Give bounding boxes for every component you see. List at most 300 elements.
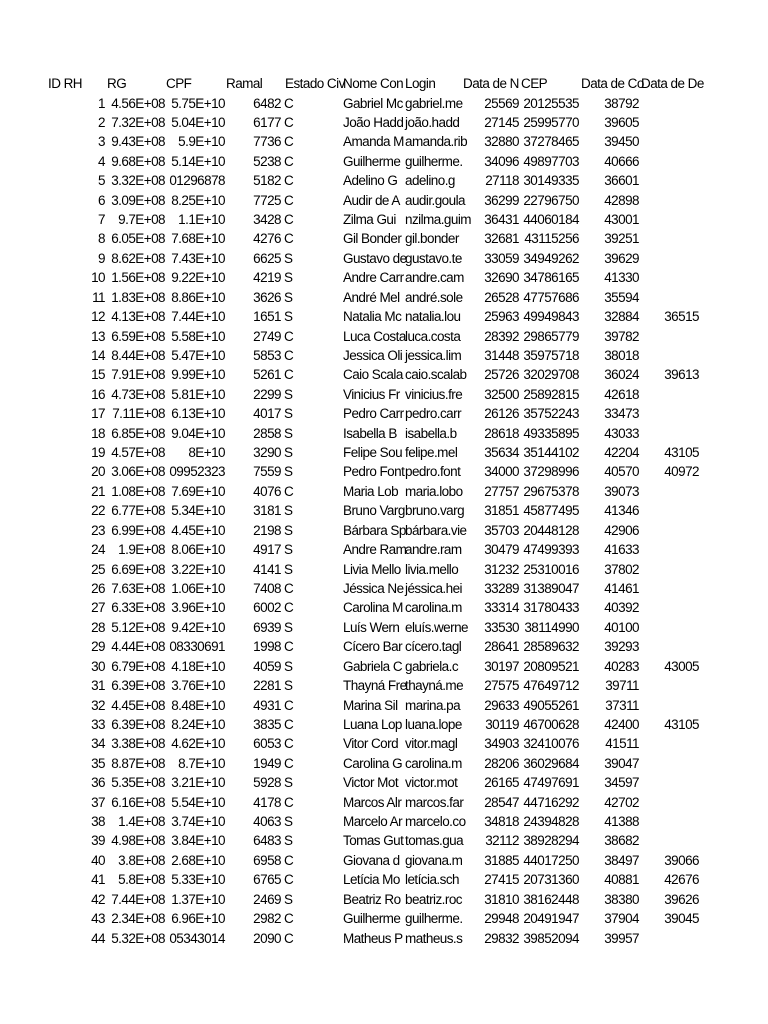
data-contr-cell: 37311 bbox=[605, 697, 639, 713]
cep-cell: 25995770 bbox=[523, 114, 579, 130]
ramal-cell: 2982 bbox=[253, 911, 281, 927]
data-nasc-cell: 27757 bbox=[484, 483, 519, 499]
cep-cell: 36029684 bbox=[523, 755, 579, 771]
login-cell: guilherme. bbox=[405, 911, 463, 927]
cep-cell: 32410076 bbox=[523, 736, 579, 752]
data-contr-cell: 39629 bbox=[604, 250, 639, 266]
rg-cell: 1.4E+08 bbox=[118, 814, 165, 830]
estado-civil-cell: S bbox=[284, 619, 293, 635]
ramal-cell: 4017 bbox=[253, 406, 281, 422]
rg-cell: 5.12E+08 bbox=[111, 619, 165, 635]
ramal-cell: 4219 bbox=[253, 270, 281, 286]
data-desl-cell bbox=[639, 697, 699, 715]
login-cell: guilherme. bbox=[405, 153, 463, 169]
rg-cell: 3.32E+08 bbox=[111, 173, 165, 189]
nome-cell: Victor Mot bbox=[343, 775, 399, 791]
rg-cell: 1.08E+08 bbox=[111, 483, 165, 499]
ramal-cell: 2858 bbox=[253, 425, 281, 441]
ramal-cell: 4276 bbox=[253, 231, 281, 247]
data-nasc-cell: 26165 bbox=[484, 775, 519, 791]
cpf-cell: 5.58E+10 bbox=[171, 328, 225, 344]
id-rh-cell: 11 bbox=[92, 289, 105, 305]
id-rh-cell: 8 bbox=[98, 231, 105, 247]
data-desl-cell bbox=[639, 250, 699, 268]
login-cell: gil.bonder bbox=[405, 231, 459, 247]
data-desl-cell bbox=[639, 755, 699, 773]
data-desl-cell bbox=[639, 153, 699, 171]
data-contr-cell: 39957 bbox=[604, 930, 639, 946]
cep-cell: 46700628 bbox=[523, 716, 579, 732]
ramal-cell: 6958 bbox=[253, 852, 281, 868]
login-cell: thayná.me bbox=[405, 678, 464, 694]
cpf-cell: 9.04E+10 bbox=[171, 425, 225, 441]
data-desl-cell bbox=[639, 774, 699, 792]
ramal-cell: 6483 bbox=[253, 833, 281, 849]
data-contr-cell: 40392 bbox=[604, 600, 639, 616]
login-cell: marina.pa bbox=[405, 697, 461, 713]
ramal-cell: 2299 bbox=[253, 386, 281, 402]
data-contr-cell: 32884 bbox=[604, 309, 639, 325]
data-desl-cell bbox=[639, 541, 699, 559]
data-nasc-cell: 32112 bbox=[485, 833, 519, 849]
data-nasc-cell: 35703 bbox=[484, 522, 519, 538]
data-nasc-cell: 27575 bbox=[484, 678, 519, 694]
data-desl-cell bbox=[639, 502, 699, 520]
id-rh-cell: 20 bbox=[91, 464, 105, 480]
ramal-cell: 4059 bbox=[253, 658, 281, 674]
header-cep: CEP bbox=[521, 76, 548, 91]
ramal-cell: 5182 bbox=[253, 173, 281, 189]
cep-cell: 38928294 bbox=[523, 833, 579, 849]
data-desl-cell bbox=[639, 735, 699, 753]
data-nasc-cell: 29832 bbox=[484, 930, 519, 946]
cpf-cell: 3.96E+10 bbox=[171, 600, 225, 616]
nome-cell: Letícia Mo bbox=[343, 872, 400, 888]
id-rh-cell: 14 bbox=[91, 347, 105, 363]
ramal-cell: 5238 bbox=[253, 153, 281, 169]
data-nasc-cell: 30119 bbox=[485, 716, 519, 732]
cep-cell: 34949262 bbox=[523, 250, 579, 266]
id-rh-cell: 40 bbox=[91, 852, 105, 868]
ramal-cell: 2090 bbox=[253, 930, 281, 946]
id-rh-cell: 12 bbox=[91, 309, 105, 325]
cep-cell: 38162448 bbox=[523, 891, 579, 907]
data-contr-cell: 41388 bbox=[604, 814, 639, 830]
login-cell: jéssica.hei bbox=[405, 581, 462, 596]
estado-civil-cell: C bbox=[284, 114, 294, 130]
data-desl-cell bbox=[639, 95, 699, 113]
data-contr-cell: 36024 bbox=[604, 367, 639, 383]
estado-civil-cell: S bbox=[284, 561, 293, 577]
id-rh-cell: 18 bbox=[91, 425, 105, 441]
estado-civil-cell: S bbox=[284, 814, 293, 830]
cep-cell: 44716292 bbox=[523, 794, 579, 810]
cpf-cell: 3.22E+10 bbox=[171, 561, 225, 577]
login-cell: nzilma.guim bbox=[405, 212, 471, 228]
cep-cell: 43115256 bbox=[524, 231, 579, 247]
ramal-cell: 6939 bbox=[253, 619, 281, 635]
id-rh-cell: 10 bbox=[91, 270, 105, 286]
login-cell: vinicius.fre bbox=[405, 386, 463, 402]
cep-cell: 28589632 bbox=[523, 639, 579, 655]
cpf-cell: 2.68E+10 bbox=[171, 852, 225, 868]
id-rh-cell: 17 bbox=[91, 406, 105, 422]
data-nasc-cell: 32880 bbox=[484, 134, 519, 150]
nome-cell: Carolina M bbox=[343, 600, 403, 616]
data-nasc-cell: 30479 bbox=[484, 542, 519, 558]
ramal-cell: 6053 bbox=[253, 736, 281, 752]
rg-cell: 4.13E+08 bbox=[111, 309, 165, 325]
cep-cell: 25892815 bbox=[523, 386, 579, 402]
nome-cell: Pedro Font bbox=[343, 464, 405, 480]
ramal-cell: 7725 bbox=[253, 192, 281, 208]
rg-cell: 6.39E+08 bbox=[111, 716, 165, 732]
data-contr-cell: 40283 bbox=[604, 658, 639, 674]
estado-civil-cell: S bbox=[284, 503, 293, 519]
id-rh-cell: 6 bbox=[98, 192, 105, 208]
header-ramal: Ramal bbox=[226, 76, 263, 91]
login-cell: luca.costa bbox=[405, 328, 461, 344]
estado-civil-cell: C bbox=[284, 755, 294, 771]
cpf-cell: 5.9E+10 bbox=[178, 134, 225, 150]
header-estado-civil: Estado Civ bbox=[285, 76, 345, 91]
estado-civil-cell: S bbox=[284, 270, 293, 286]
data-nasc-cell: 25963 bbox=[484, 309, 519, 325]
data-contr-cell: 42204 bbox=[604, 445, 639, 461]
data-desl-cell bbox=[639, 794, 699, 812]
data-contr-cell: 40881 bbox=[604, 872, 639, 888]
nome-cell: Marcelo Ar bbox=[343, 814, 403, 830]
nome-cell: Gabriela C bbox=[343, 658, 403, 674]
data-desl-cell bbox=[639, 133, 699, 151]
rg-cell: 8.87E+08 bbox=[111, 755, 165, 771]
cpf-cell: 4.18E+10 bbox=[171, 658, 225, 674]
data-desl-cell bbox=[639, 619, 699, 637]
nome-cell: João Hadd bbox=[343, 114, 404, 130]
data-desl-cell: 43105 bbox=[664, 445, 699, 461]
ramal-cell: 6177 bbox=[253, 114, 281, 130]
data-desl-cell: 43005 bbox=[664, 658, 699, 674]
estado-civil-cell: S bbox=[284, 445, 293, 461]
header-data-nascimento: Data de N bbox=[463, 76, 519, 91]
data-desl-cell bbox=[639, 483, 699, 501]
header-login: Login bbox=[405, 76, 436, 91]
id-rh-cell: 36 bbox=[91, 775, 105, 791]
estado-civil-cell: C bbox=[284, 367, 294, 383]
nome-cell: Jessica Oli bbox=[343, 347, 403, 363]
nome-cell: Adelino G bbox=[343, 173, 398, 189]
data-nasc-cell: 32681 bbox=[484, 231, 519, 247]
estado-civil-cell: S bbox=[284, 678, 293, 694]
data-contr-cell: 41633 bbox=[604, 542, 639, 558]
data-nasc-cell: 31232 bbox=[484, 561, 519, 577]
estado-civil-cell: C bbox=[284, 872, 294, 888]
nome-cell: Gustavo de bbox=[343, 250, 407, 266]
data-desl-cell bbox=[639, 832, 699, 850]
login-cell: livia.mello bbox=[405, 561, 459, 577]
data-contr-cell: 39605 bbox=[604, 114, 639, 130]
data-desl-cell: 39066 bbox=[664, 852, 699, 868]
cep-cell: 49335895 bbox=[523, 425, 579, 441]
ramal-cell: 5928 bbox=[253, 775, 281, 791]
id-rh-cell: 41 bbox=[91, 872, 105, 888]
data-contr-cell: 42702 bbox=[604, 794, 639, 810]
id-rh-cell: 34 bbox=[91, 736, 105, 752]
login-cell: andre.ram bbox=[405, 542, 462, 558]
data-desl-cell bbox=[639, 211, 699, 229]
rg-cell: 3.06E+08 bbox=[111, 464, 165, 480]
login-cell: andré.sole bbox=[405, 289, 463, 305]
rg-cell: 6.33E+08 bbox=[111, 600, 165, 616]
estado-civil-cell: S bbox=[284, 833, 293, 849]
data-contr-cell: 35594 bbox=[604, 289, 639, 305]
cpf-cell: 5.33E+10 bbox=[171, 872, 225, 888]
rg-cell: 9.43E+08 bbox=[111, 134, 165, 150]
data-contr-cell: 39047 bbox=[604, 755, 639, 771]
rg-cell: 4.44E+08 bbox=[111, 639, 165, 655]
login-cell: marcelo.co bbox=[405, 814, 466, 830]
nome-cell: Audir de A bbox=[343, 192, 400, 208]
cpf-cell: 4.45E+10 bbox=[171, 522, 225, 538]
cpf-cell: 8.48E+10 bbox=[171, 697, 225, 713]
rg-cell: 6.16E+08 bbox=[111, 794, 165, 810]
ramal-cell: 7736 bbox=[253, 134, 281, 150]
cpf-cell: 9.42E+10 bbox=[171, 619, 225, 635]
data-nasc-cell: 26528 bbox=[484, 289, 519, 305]
estado-civil-cell: C bbox=[284, 328, 294, 344]
rg-cell: 9.68E+08 bbox=[111, 153, 165, 169]
cpf-cell: 8E+10 bbox=[188, 445, 225, 461]
cep-cell: 39852094 bbox=[523, 930, 579, 946]
nome-cell: Guilherme bbox=[343, 911, 401, 927]
login-cell: carolina.m bbox=[405, 755, 462, 771]
login-cell: bruno.varg bbox=[405, 503, 465, 519]
nome-cell: Jéssica Ne bbox=[343, 581, 404, 596]
data-nasc-cell: 34818 bbox=[484, 814, 519, 830]
login-cell: bárbara.vie bbox=[405, 522, 467, 538]
cep-cell: 47499393 bbox=[523, 542, 579, 558]
ramal-cell: 4931 bbox=[253, 697, 281, 713]
estado-civil-cell: S bbox=[284, 658, 293, 674]
data-nasc-cell: 29948 bbox=[484, 911, 519, 927]
login-cell: caio.scalab bbox=[405, 367, 467, 383]
login-cell: joão.hadd bbox=[405, 114, 460, 130]
rg-cell: 1.9E+08 bbox=[118, 542, 165, 558]
data-contr-cell: 41330 bbox=[604, 270, 639, 286]
data-nasc-cell: 28206 bbox=[484, 755, 519, 771]
estado-civil-cell: C bbox=[284, 852, 294, 868]
estado-civil-cell: S bbox=[284, 891, 293, 907]
data-contr-cell: 42618 bbox=[604, 386, 639, 402]
cpf-cell: 5.47E+10 bbox=[171, 347, 225, 363]
data-contr-cell: 38792 bbox=[604, 95, 639, 111]
estado-civil-cell: C bbox=[284, 192, 294, 208]
rg-cell: 9.7E+08 bbox=[118, 212, 165, 228]
estado-civil-cell: S bbox=[284, 464, 293, 480]
data-nasc-cell: 34000 bbox=[484, 464, 519, 480]
cep-cell: 38114990 bbox=[524, 619, 579, 635]
ramal-cell: 4076 bbox=[253, 483, 281, 499]
ramal-cell: 2281 bbox=[253, 678, 281, 694]
rg-cell: 7.11E+08 bbox=[112, 406, 165, 422]
rg-cell: 5.32E+08 bbox=[111, 930, 165, 946]
ramal-cell: 5261 bbox=[253, 367, 281, 383]
cep-cell: 47757686 bbox=[523, 289, 579, 305]
nome-cell: Luca Costa bbox=[343, 328, 406, 344]
cep-cell: 49897703 bbox=[523, 153, 579, 169]
ramal-cell: 6002 bbox=[253, 600, 281, 616]
rg-cell: 3.38E+08 bbox=[111, 736, 165, 752]
rg-cell: 6.39E+08 bbox=[111, 678, 165, 694]
id-rh-cell: 24 bbox=[91, 542, 105, 558]
nome-cell: Cícero Bar bbox=[343, 639, 403, 655]
data-desl-cell bbox=[639, 289, 699, 307]
id-rh-cell: 43 bbox=[91, 911, 105, 927]
cpf-cell: 7.68E+10 bbox=[171, 231, 225, 247]
header-data-contratacao: Data de Co bbox=[581, 76, 644, 91]
ramal-cell: 6625 bbox=[253, 250, 281, 266]
data-contr-cell: 40570 bbox=[604, 464, 639, 480]
data-nasc-cell: 25726 bbox=[484, 367, 519, 383]
cpf-cell: 3.76E+10 bbox=[171, 678, 225, 694]
data-nasc-cell: 31448 bbox=[484, 347, 519, 363]
data-contr-cell: 42898 bbox=[604, 192, 639, 208]
ramal-cell: 3626 bbox=[253, 289, 281, 305]
nome-cell: Andre Ram bbox=[343, 542, 407, 558]
ramal-cell: 1949 bbox=[253, 755, 281, 771]
cpf-cell: 7.69E+10 bbox=[171, 483, 225, 499]
cep-cell: 35144102 bbox=[523, 445, 579, 461]
nome-cell: Gabriel Mc bbox=[343, 95, 403, 111]
data-desl-cell: 42676 bbox=[664, 872, 699, 888]
id-rh-cell: 31 bbox=[91, 678, 105, 694]
data-desl-cell: 36515 bbox=[664, 309, 699, 325]
data-nasc-cell: 32500 bbox=[484, 386, 519, 402]
cep-cell: 30149335 bbox=[523, 173, 579, 189]
data-nasc-cell: 28641 bbox=[484, 639, 519, 655]
cep-cell: 25310016 bbox=[523, 561, 579, 577]
cep-cell: 47497691 bbox=[523, 775, 579, 791]
cep-cell: 29865779 bbox=[523, 328, 579, 344]
estado-civil-cell: C bbox=[284, 483, 294, 499]
nome-cell: Guilherme bbox=[343, 153, 401, 169]
rg-cell: 8.62E+08 bbox=[111, 250, 165, 266]
data-desl-cell: 39045 bbox=[664, 911, 699, 927]
estado-civil-cell: C bbox=[284, 231, 294, 247]
data-contr-cell: 39251 bbox=[604, 231, 639, 247]
cep-cell: 35975718 bbox=[523, 347, 579, 363]
id-rh-cell: 13 bbox=[91, 328, 105, 344]
data-nasc-cell: 33289 bbox=[484, 581, 519, 596]
data-desl-cell bbox=[639, 405, 699, 423]
rg-cell: 1.83E+08 bbox=[111, 289, 165, 305]
data-nasc-cell: 36299 bbox=[484, 192, 519, 208]
cep-cell: 29675378 bbox=[523, 483, 579, 499]
data-desl-cell bbox=[639, 230, 699, 248]
ramal-cell: 2469 bbox=[253, 891, 281, 907]
login-cell: beatriz.roc bbox=[405, 891, 462, 907]
data-nasc-cell: 31885 bbox=[484, 852, 519, 868]
data-nasc-cell: 27118 bbox=[485, 173, 519, 189]
cpf-cell: 5.34E+10 bbox=[171, 503, 225, 519]
data-nasc-cell: 31851 bbox=[484, 503, 519, 519]
login-cell: adelino.g bbox=[405, 173, 455, 189]
login-cell: cícero.tagl bbox=[405, 639, 462, 655]
data-contr-cell: 42906 bbox=[604, 522, 639, 538]
data-contr-cell: 42400 bbox=[604, 716, 639, 732]
nome-cell: Carolina G bbox=[343, 755, 403, 771]
data-nasc-cell: 29633 bbox=[484, 697, 519, 713]
data-contr-cell: 39073 bbox=[604, 483, 639, 499]
cpf-cell: 8.86E+10 bbox=[171, 289, 225, 305]
data-desl-cell bbox=[639, 561, 699, 579]
login-cell: felipe.mel bbox=[405, 445, 458, 461]
cep-cell: 32029708 bbox=[523, 367, 579, 383]
nome-cell: Andre Carr bbox=[343, 270, 404, 286]
data-nasc-cell: 33530 bbox=[484, 619, 519, 635]
cpf-cell: 5.54E+10 bbox=[171, 794, 225, 810]
cep-cell: 49949843 bbox=[523, 309, 579, 325]
rg-cell: 5.35E+08 bbox=[111, 775, 165, 791]
login-cell: gustavo.te bbox=[405, 250, 462, 266]
estado-civil-cell: C bbox=[284, 347, 294, 363]
ramal-cell: 7408 bbox=[253, 581, 281, 596]
nome-cell: Marcos Alr bbox=[343, 794, 402, 810]
header-cpf: CPF bbox=[166, 76, 192, 91]
cpf-cell: 4.62E+10 bbox=[171, 736, 225, 752]
header-rg: RG bbox=[107, 76, 127, 91]
login-cell: letícia.sch bbox=[405, 872, 459, 888]
id-rh-cell: 5 bbox=[98, 173, 105, 189]
nome-cell: Bárbara Sp bbox=[343, 522, 406, 538]
data-desl-cell bbox=[639, 425, 699, 443]
login-cell: gabriela.c bbox=[405, 658, 459, 674]
login-cell: pedro.carr bbox=[405, 406, 462, 422]
cep-cell: 37278465 bbox=[523, 134, 579, 150]
ramal-cell: 7559 bbox=[253, 464, 281, 480]
rg-cell: 6.99E+08 bbox=[111, 522, 165, 538]
id-rh-cell: 30 bbox=[91, 658, 105, 674]
estado-civil-cell: S bbox=[284, 522, 293, 538]
login-cell: andre.cam bbox=[405, 270, 464, 286]
estado-civil-cell: S bbox=[284, 406, 293, 422]
data-contr-cell: 38682 bbox=[604, 833, 639, 849]
data-contr-cell: 38018 bbox=[604, 347, 639, 363]
data-desl-cell bbox=[639, 386, 699, 404]
cep-cell: 47649712 bbox=[523, 678, 579, 694]
data-desl-cell bbox=[639, 328, 699, 346]
login-cell: natalia.lou bbox=[405, 309, 461, 325]
rg-cell: 4.57E+08 bbox=[111, 445, 165, 461]
data-nasc-cell: 36431 bbox=[484, 212, 519, 228]
data-desl-cell bbox=[639, 677, 699, 695]
login-cell: marcos.far bbox=[405, 794, 464, 810]
rg-cell: 3.8E+08 bbox=[118, 852, 165, 868]
login-cell: maria.lobo bbox=[405, 483, 463, 499]
data-nasc-cell: 31810 bbox=[484, 891, 519, 907]
estado-civil-cell: S bbox=[284, 425, 293, 441]
cpf-cell: 8.25E+10 bbox=[171, 192, 225, 208]
cpf-cell: 5.14E+10 bbox=[171, 153, 225, 169]
cpf-cell: 6.13E+10 bbox=[171, 406, 225, 422]
cep-cell: 20491947 bbox=[523, 911, 579, 927]
estado-civil-cell: C bbox=[284, 600, 294, 616]
nome-cell: Zilma Gui bbox=[343, 212, 396, 228]
rg-cell: 7.44E+08 bbox=[111, 891, 165, 907]
data-nasc-cell: 33314 bbox=[484, 600, 519, 616]
rg-cell: 3.09E+08 bbox=[111, 192, 165, 208]
cpf-cell: 8.7E+10 bbox=[178, 755, 225, 771]
